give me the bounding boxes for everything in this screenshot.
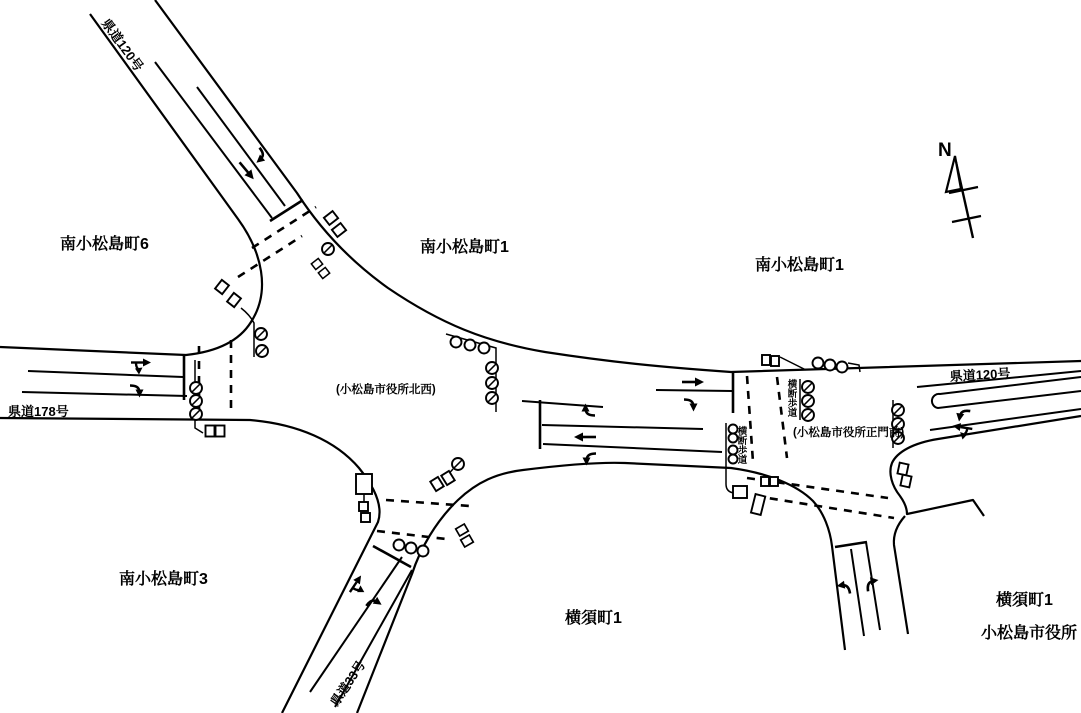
compass-tick-2	[952, 216, 981, 222]
road-edge-north-top	[155, 0, 1081, 372]
label-crosswalk-west: 横断歩道	[735, 426, 747, 464]
lane-line-mid-1	[656, 390, 732, 391]
label-crosswalk-east: 横断歩道	[785, 379, 797, 417]
signal-west-int-south	[430, 458, 464, 491]
crosswalk-east-int-south-2	[755, 496, 894, 518]
lane-line-nw-2	[197, 87, 285, 206]
signal-west-int-north	[446, 334, 498, 412]
pedestrian-signal-icon	[255, 328, 267, 340]
pole-box-icon	[359, 502, 368, 511]
signal-lamp-icon	[406, 543, 417, 554]
pole-box-icon	[770, 477, 778, 486]
pedestrian-signal-icon	[256, 345, 268, 357]
pole-box-icon	[441, 471, 454, 485]
pole-box-icon	[318, 267, 329, 278]
label-area-minamikomatsushima1-east: 南小松島町1	[755, 257, 844, 274]
signal-lamp-icon	[479, 343, 490, 354]
stop-line-south	[835, 542, 867, 547]
label-area-yokosucho1-east: 横須町1	[996, 592, 1053, 609]
arrow-straight-right-icon	[131, 359, 151, 375]
pole-box-icon	[215, 280, 229, 294]
pole-box-icon	[216, 426, 225, 437]
crosswalk-nw-2	[238, 236, 302, 277]
label-route-120-nw: 県道120号	[98, 15, 147, 74]
signal-west-approach	[190, 360, 225, 437]
road-edge-east-bottom	[890, 416, 1081, 516]
lane-line-mid-2	[522, 401, 603, 407]
arrow-left-turn-icon	[955, 409, 970, 423]
label-area-minamikomatsushima1-center: 南小松島町1	[420, 239, 509, 256]
signal-lamp-icon	[802, 381, 814, 393]
signal-lamp-icon	[837, 362, 848, 373]
label-route-178: 県道178号	[8, 404, 69, 419]
signal-lamp-icon	[190, 395, 202, 407]
labels	[8, 16, 1077, 709]
signal-lamp-icon	[486, 392, 498, 404]
lane-line-west-2	[22, 392, 187, 396]
compass-arrowhead-icon	[946, 156, 961, 192]
pole-box-icon	[324, 211, 338, 225]
signal-lamp-icon	[190, 382, 202, 394]
controller-box-icon	[733, 486, 747, 498]
signal-lamp-icon	[190, 408, 202, 420]
signal-lamp-icon	[813, 358, 824, 369]
road-edge-west-bottom	[0, 418, 380, 713]
label-route-120-east: 県道120号	[949, 365, 1011, 384]
controller-box-icon	[356, 474, 372, 494]
pole-box-icon	[361, 513, 370, 522]
lane-arrows	[130, 148, 973, 613]
pole-box-icon	[900, 475, 911, 488]
label-intersection-west: (小松島市役所北西)	[336, 384, 436, 396]
pole-box-icon	[751, 494, 765, 515]
label-route-33: 県道33号	[327, 658, 369, 709]
pole-box-icon	[461, 535, 474, 547]
signal-lamp-icon	[451, 337, 462, 348]
signal-lamp-icon	[802, 409, 814, 421]
label-area-minamikomatsushima6: 南小松島町6	[60, 236, 149, 253]
lane-line-nw-1	[155, 62, 272, 218]
lane-line-south-1	[851, 549, 864, 636]
label-area-minamikomatsushima3: 南小松島町3	[119, 571, 208, 588]
signal-lamp-icon	[486, 377, 498, 389]
signal-lamp-icon	[322, 243, 334, 255]
label-building-cityhall: 小松島市役所	[981, 625, 1078, 642]
signal-lamp-icon	[418, 546, 429, 557]
signal-lamp-icon	[486, 362, 498, 374]
stop-lines	[184, 200, 867, 567]
pole-box-icon	[456, 524, 469, 536]
north-compass	[938, 140, 981, 238]
signal-lamp-icon	[465, 340, 476, 351]
stop-line-nw	[270, 200, 303, 221]
signal-lamp-icon	[825, 360, 836, 371]
road-edge-south-bottom	[357, 463, 845, 713]
lane-line-mid-4	[543, 444, 722, 452]
lane-lines	[22, 62, 1081, 707]
arrow-right-turn-icon	[684, 400, 698, 412]
pole-box-icon	[332, 223, 346, 237]
signal-east-approach	[892, 400, 912, 487]
lane-line-mid-3	[542, 425, 703, 429]
pole-box-icon	[227, 293, 241, 307]
pole-box-icon	[206, 426, 215, 437]
signal-lamp-icon	[394, 540, 405, 551]
crosswalk-east-int-west-1	[747, 376, 753, 462]
signal-lamp-icon	[892, 404, 904, 416]
arrow-straight-icon	[682, 378, 704, 387]
pole-box-icon	[771, 356, 779, 366]
pole-box-icon	[761, 477, 769, 486]
lane-line-west-1	[28, 371, 183, 377]
pole-box-icon	[311, 258, 322, 269]
label-area-yokosucho1-center: 横須町1	[565, 610, 622, 627]
compass-n-label: N	[938, 140, 952, 161]
crosswalk-sw-2	[377, 531, 446, 539]
road-edge-south-right	[894, 516, 908, 634]
signal-sw-approach	[356, 474, 473, 557]
label-intersection-east: (小松島市役所正門前)	[793, 427, 905, 439]
signal-lamp-icon	[802, 395, 814, 407]
pole-box-icon	[430, 477, 443, 491]
pole-box-icon	[897, 463, 908, 476]
pole-box-icon	[762, 355, 770, 365]
signal-lamp-icon	[452, 458, 464, 470]
arrow-straight-icon	[574, 433, 596, 442]
